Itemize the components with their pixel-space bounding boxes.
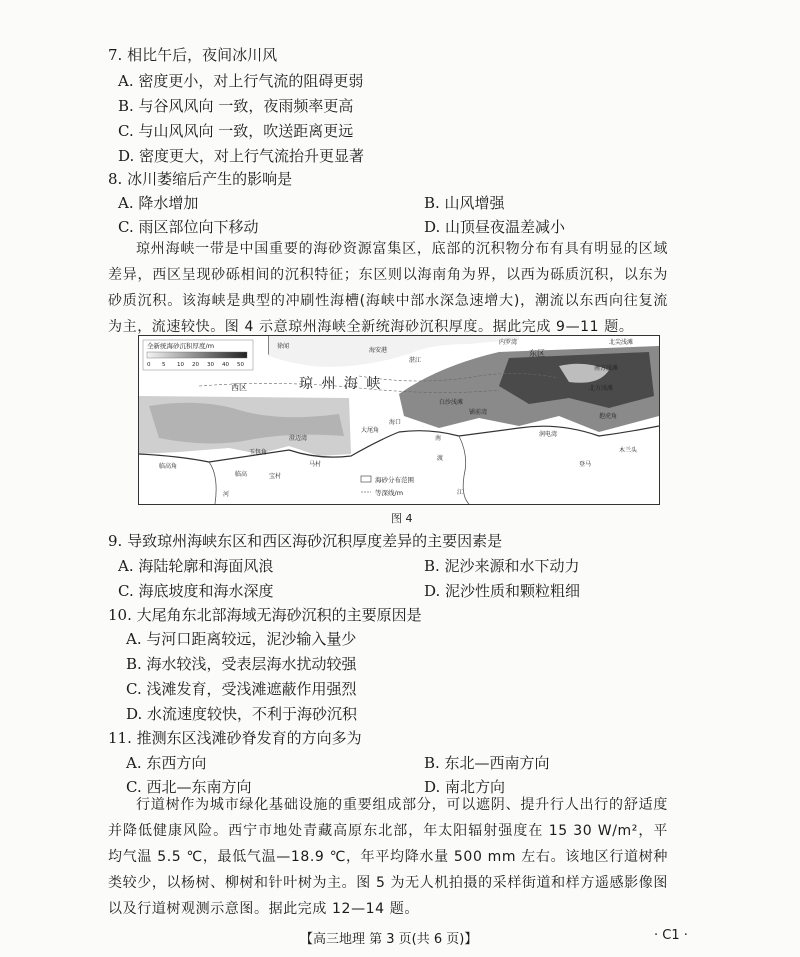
label-west-zone: 西区 <box>231 383 247 392</box>
label-zuzhi: 湛江 <box>409 357 422 364</box>
label-baogui: 宝村 <box>269 473 282 480</box>
label-puqian: 铺前湾 <box>469 409 488 416</box>
label-mulan: 木兰头 <box>619 447 638 454</box>
legend-tick: 50 <box>237 362 244 368</box>
legend-tick: 40 <box>222 362 229 368</box>
label-dawei: 大尾角 <box>361 427 380 434</box>
strait-name: 琼 州 海 峡 <box>299 376 383 392</box>
q8-option-a: A. 降水增加 <box>118 194 199 212</box>
q7-stem: 7. 相比午后，夜间冰川风 <box>108 46 278 64</box>
q9-option-d: D. 泥沙性质和颗粒粗细 <box>424 582 581 600</box>
label-du: 渡 <box>437 455 444 462</box>
label-haian: 海安港 <box>369 347 388 354</box>
passage-hainan-strait: 琼州海峡一带是中国重要的海砂资源富集区，底部的沉积物分布有具有明显的区域差异，西区呈现砂砾相间的沉积特征；东区则以海南角为界，以西为砾质沉积，以东为砂质沉积。该海峡是典型的冲刷性海槽(海峡中部水深急速增大)，潮流以东西向往复流为主，流速较快。图 4 示意琼州海峡全新统海砂沉积厚度。据此完成 9—11 题。 <box>108 241 668 335</box>
label-beijian: 北尖浅滩 <box>609 339 634 346</box>
legend-tick: 10 <box>177 362 184 368</box>
label-baishao: 白沙浅滩 <box>439 399 464 406</box>
q9-option-a: A. 海陆轮廓和海面风浪 <box>118 557 274 575</box>
label-yubao: 玉包角 <box>249 449 268 456</box>
legend-tick: 20 <box>192 362 199 368</box>
q10-option-c: C. 浅滩发育，受浅滩遮蔽作用强烈 <box>126 680 357 698</box>
q7-option-a: A. 密度更小，对上行气流的阻碍更弱 <box>118 72 364 90</box>
figure-4-caption: 图 4 <box>391 512 413 525</box>
q8-stem: 8. 冰川萎缩后产生的影响是 <box>108 170 293 188</box>
legend-range-label: 海砂分布范围 <box>375 476 414 484</box>
legend-tick: 5 <box>162 362 166 368</box>
q9-option-b: B. 泥沙来源和水下动力 <box>424 557 580 575</box>
west-river <box>209 462 216 504</box>
q10-option-d: D. 水流速度较快，不利于海砂沉积 <box>126 705 358 723</box>
label-beifang: 北方浅滩 <box>589 385 614 392</box>
label-lingaocity: 临高 <box>235 471 248 478</box>
label-dengma: 登马 <box>579 461 592 468</box>
q9-stem: 9. 导致琼州海峡东区和西区海砂沉积厚度差异的主要因素是 <box>108 532 503 550</box>
label-mazun: 马村 <box>309 461 322 468</box>
q11-stem: 11. 推测东区浅滩砂脊发育的方向多为 <box>108 729 362 747</box>
label-east-zone: 东区 <box>529 349 545 358</box>
page-footer-label: 【高三地理 第 3 页(共 6 页)】 <box>300 932 478 947</box>
q10-stem: 10. 大尾角东北部海域无海砂沉积的主要原因是 <box>108 606 422 624</box>
q9-option-c: C. 海底坡度和海水深度 <box>118 582 274 600</box>
q8-option-b: B. 山风增强 <box>424 194 505 212</box>
page-footer-code: · C1 · <box>654 928 688 943</box>
q11-option-d: D. 南北方向 <box>424 778 506 796</box>
label-river: 河 <box>223 491 230 498</box>
q7-option-d: D. 密度更大，对上行气流抬升更显著 <box>118 147 365 165</box>
q8-option-d: D. 山顶昼夜温差减小 <box>424 218 566 236</box>
q7-option-c: C. 与山风风向 一致，吹送距离更远 <box>118 122 354 140</box>
label-fuxian: 抱虎角 <box>599 413 618 420</box>
q10-option-a: A. 与河口距离较远，泥沙输入量少 <box>126 630 357 648</box>
label-xuwen: 徐闻 <box>277 343 290 350</box>
label-nanshuo: 南方浅滩 <box>594 365 619 372</box>
q8-option-c: C. 雨区部位向下移动 <box>118 218 259 236</box>
label-rundian: 润电湾 <box>539 431 558 438</box>
legend-depth-label: 等深线/m <box>375 489 404 497</box>
legend-colorbar <box>147 352 247 358</box>
label-chengmai: 澄迈湾 <box>289 435 308 442</box>
label-haikou: 海口 <box>389 419 402 426</box>
legend-title: 全新统海砂沉积厚度/m <box>147 342 215 350</box>
figure-4-map <box>138 335 660 505</box>
q10-option-b: B. 海水较浅，受表层海水扰动较强 <box>126 655 357 673</box>
label-neiluo: 内罗湾 <box>499 339 518 346</box>
strait-map-svg <box>139 336 659 504</box>
label-jiang: 江 <box>457 489 464 496</box>
passage-street-trees: 行道树作为城市绿化基础设施的重要组成部分，可以遮阴、提升行人出行的舒适度并降低健康风险。西宁市地处青藏高原东北部，年太阳辐射强度在 15 30 W/m²，平均气温 5.5 ℃，最低气温—18.9 ℃，年平均降水量 500 mm 左右。该地区行道树种类较少，以杨树、柳树和针叶树为主。图 5 为无人机拍摄的采样街道和样方遥感影像图以及行道树观测示意图。据此完成 12—14 题。 <box>108 797 668 917</box>
q11-option-b: B. 东北—西南方向 <box>424 754 550 772</box>
legend-tick: 0 <box>147 362 151 368</box>
q11-option-a: A. 东西方向 <box>126 754 207 772</box>
q7-option-b: B. 与谷风风向 一致，夜雨频率更高 <box>118 97 354 115</box>
label-nan: 南 <box>435 435 442 442</box>
q11-option-c: C. 西北—东南方向 <box>126 778 252 796</box>
range-legend-swatch <box>361 476 371 482</box>
label-lingao: 临高角 <box>159 463 178 470</box>
legend-tick: 30 <box>207 362 214 368</box>
